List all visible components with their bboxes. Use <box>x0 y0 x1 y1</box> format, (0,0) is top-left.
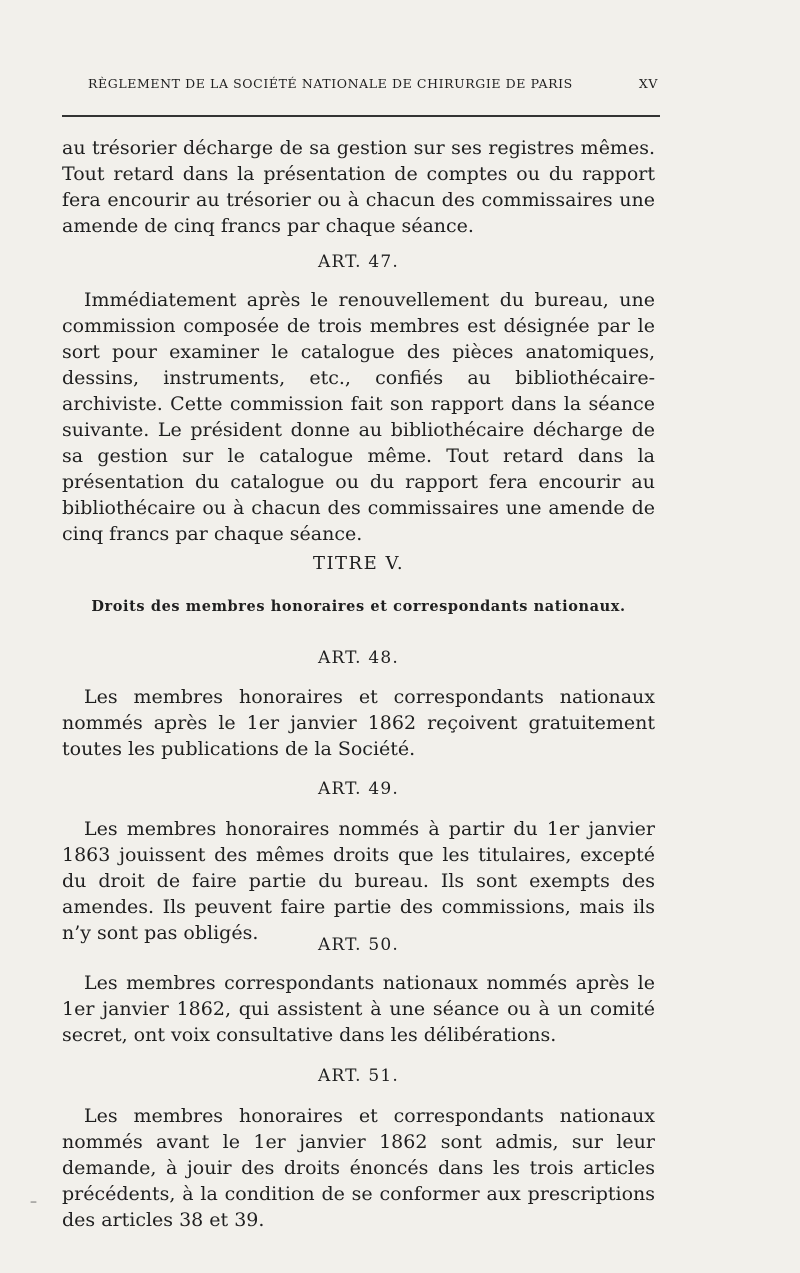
article-heading-50: ART. 50. <box>317 935 400 955</box>
margin-mark: – <box>30 1194 37 1210</box>
article-text-51: Les membres honoraires et correspondants nationaux nommés avant le 1er janvier 1862 sont admis, sur leur demande, à jouir des droits énoncés dans les trois articles précédents, à la condition de se conformer aux prescriptions des articles 38 et 39. <box>62 1105 655 1231</box>
article-heading-47: ART. 47. <box>317 252 400 272</box>
header-rule <box>62 115 660 117</box>
page-number: XV <box>638 76 658 91</box>
running-header <box>88 76 658 91</box>
paragraph-continuation: au trésorier décharge de sa gestion sur ses registres mêmes. Tout retard dans la présentation de comptes ou du rapport fera encourir au trésorier ou à chacun des commissaires une amende de cinq francs par chaque séance. <box>62 137 655 237</box>
titre-subtitle: Droits des membres honoraires et correspondants nationaux. <box>91 598 626 615</box>
article-text-47: Immédiatement après le renouvellement du bureau, une commission composée de trois membres est désignée par le sort pour examiner le catalogue des pièces anatomiques, dessins, instruments, etc., confiés au bibliothécaire-archiviste. Cette commission fait son rapport dans la séance suivante. Le président donne au bibliothécaire décharge de sa gestion sur le catalogue même. Tout retard dans la présentation du catalogue ou du rapport fera encourir au bibliothécaire ou à chacun des commissaires une amende de cinq francs par chaque séance. <box>62 289 655 545</box>
running-title: RÈGLEMENT DE LA SOCIÉTÉ NATIONALE DE CHIRURGIE DE PARIS <box>88 76 573 91</box>
titre-heading: TITRE V. <box>312 553 405 574</box>
article-heading-51: ART. 51. <box>317 1066 400 1086</box>
article-text-50: Les membres correspondants nationaux nommés après le 1er janvier 1862, qui assistent à une séance ou à un comité secret, ont voix consultative dans les délibérations. <box>62 972 655 1046</box>
article-heading-49: ART. 49. <box>317 779 400 799</box>
article-text-48: Les membres honoraires et correspondants nationaux nommés après le 1er janvier 1862 reçoivent gratuitement toutes les publications de la Société. <box>62 686 655 760</box>
article-heading-48: ART. 48. <box>317 648 400 668</box>
article-text-49: Les membres honoraires nommés à partir du 1er janvier 1863 jouissent des mêmes droits que les titulaires, excepté du droit de faire partie du bureau. Ils sont exempts des amendes. Ils peuvent faire partie des commissions, mais ils n’y sont pas obligés. <box>62 818 655 944</box>
